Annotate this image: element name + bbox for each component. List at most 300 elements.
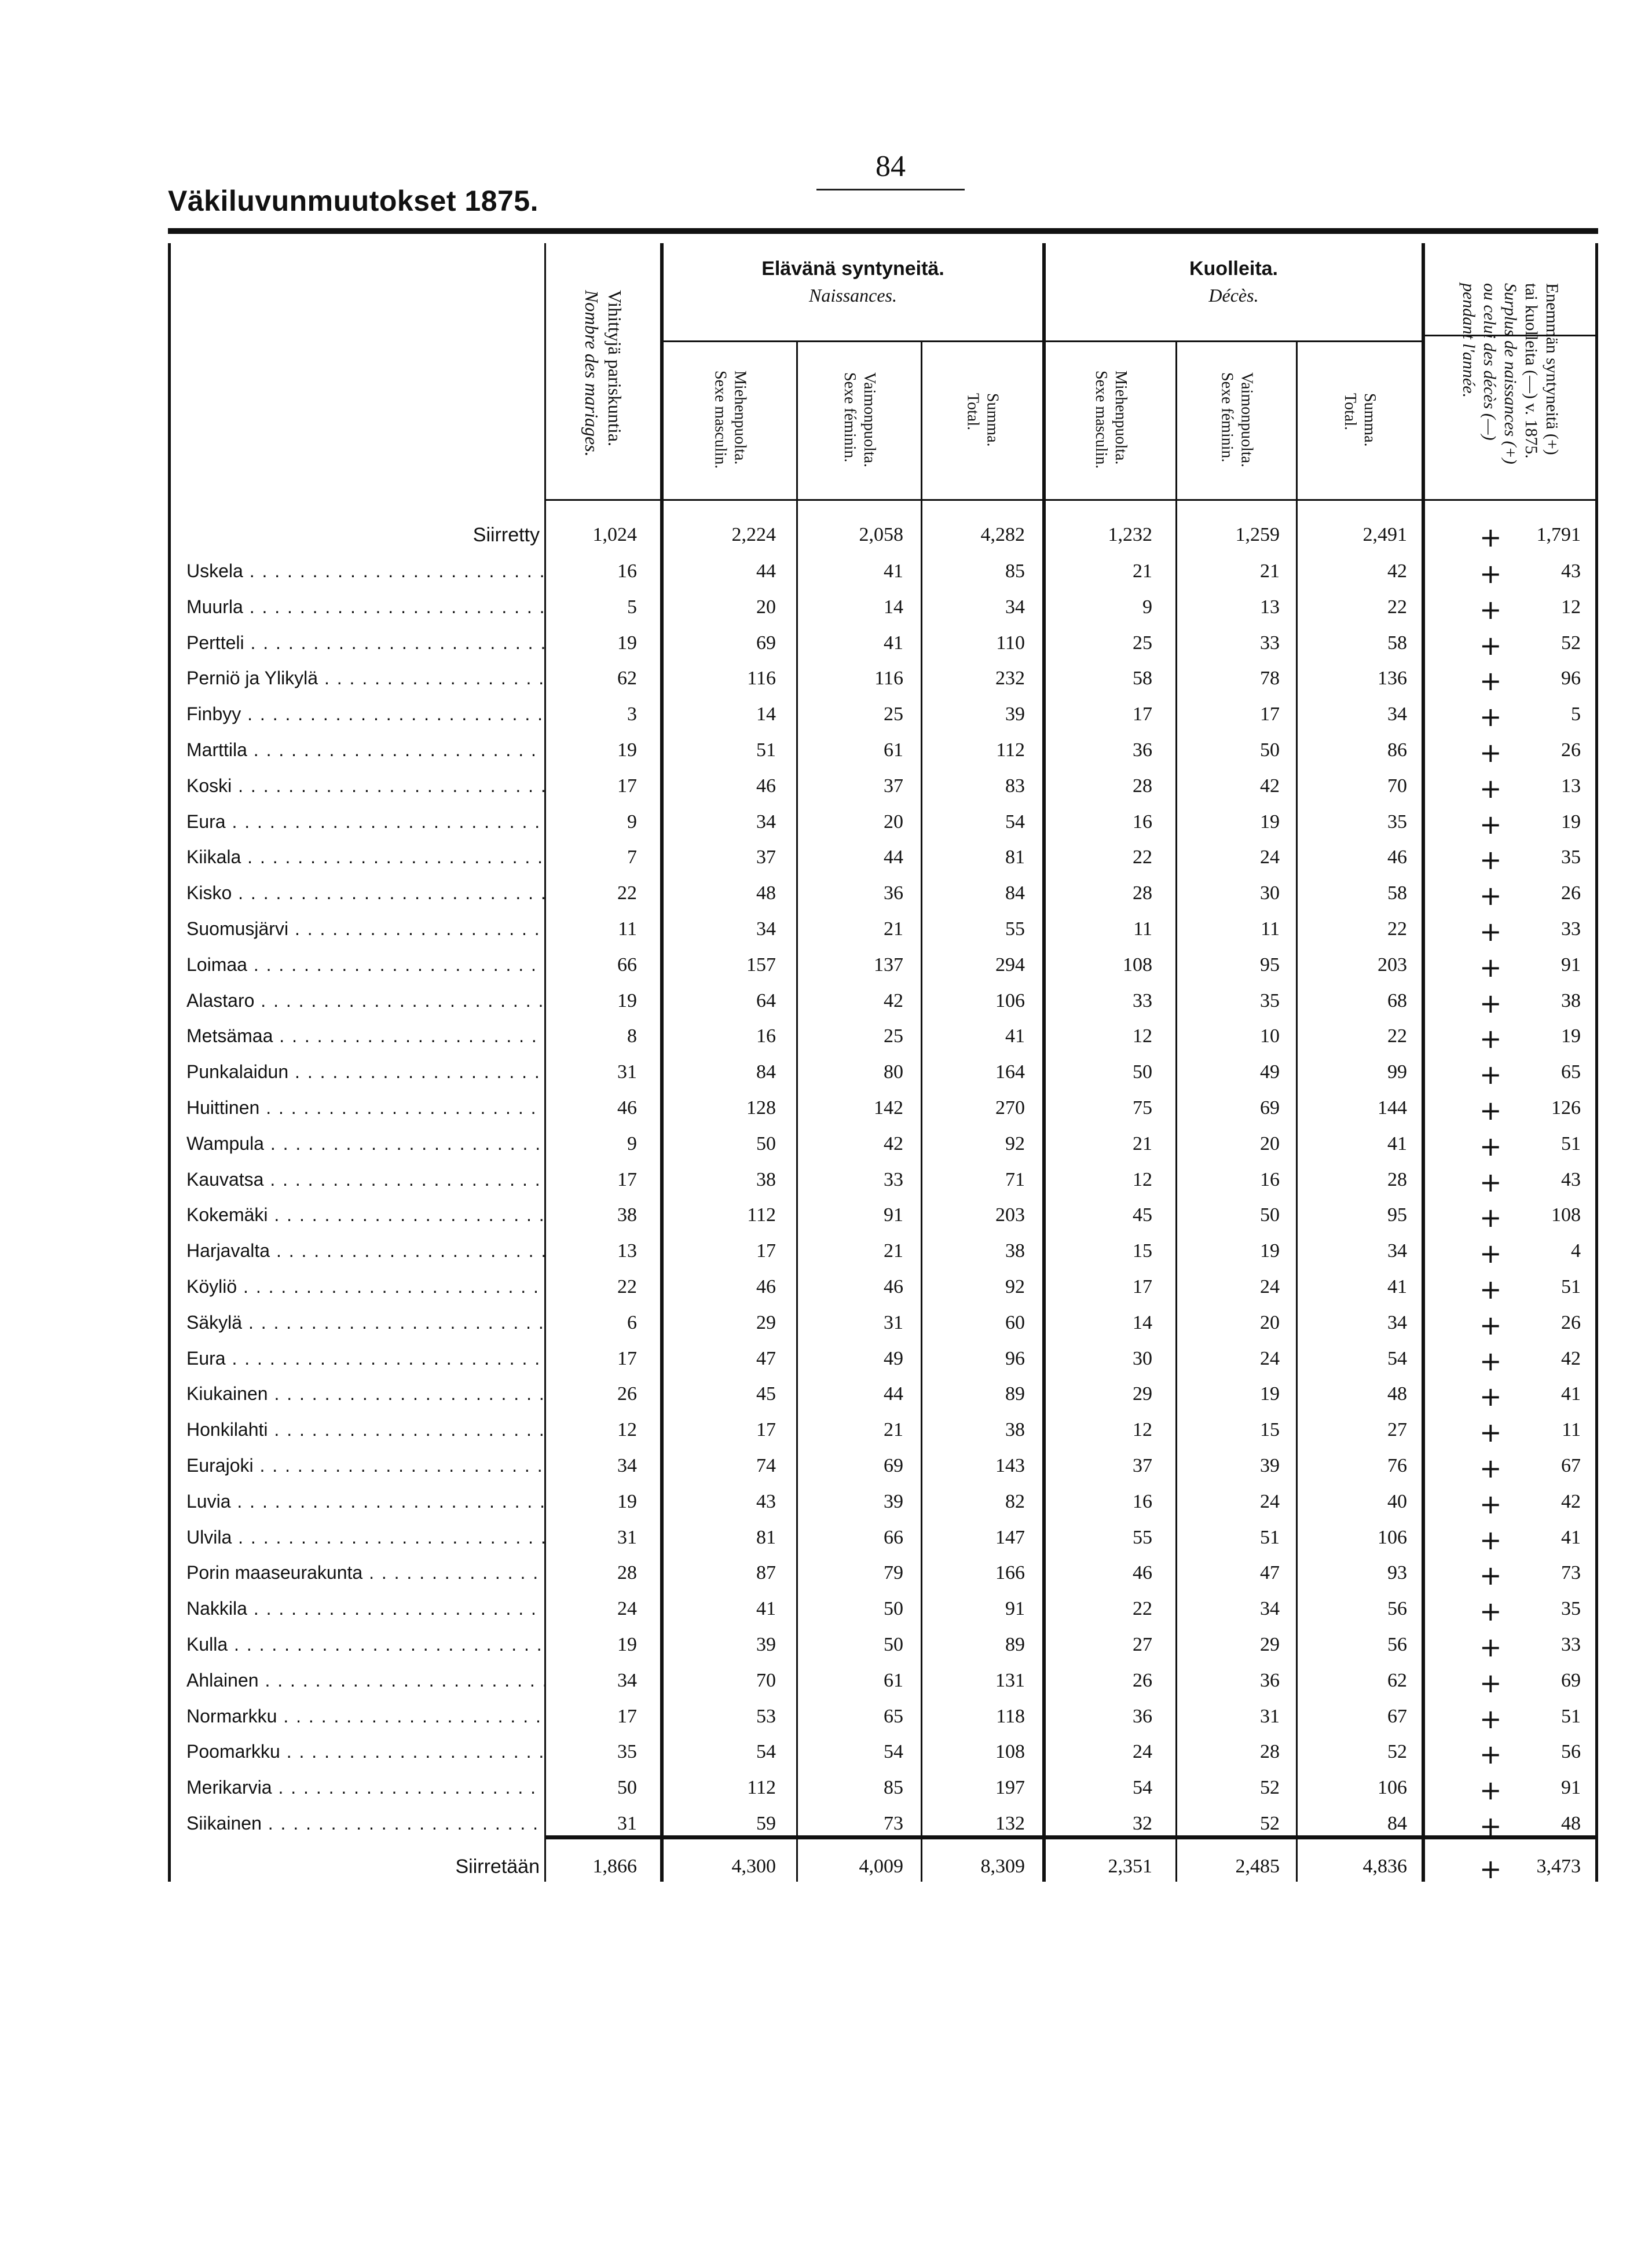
births-female-cell: 14 xyxy=(884,596,903,618)
surplus-cell: 126 xyxy=(1551,1097,1581,1119)
parish-name: Alastaro . . . xyxy=(186,990,545,1011)
births-total-cell: 232 xyxy=(995,668,1025,689)
page-number-rule xyxy=(816,189,965,190)
surplus-sign: + xyxy=(1479,1417,1502,1448)
deaths-male-cell: 55 xyxy=(1133,1527,1152,1548)
deaths-female-cell: 35 xyxy=(1260,990,1280,1011)
table-row xyxy=(0,1061,1652,1096)
header-deaths-male-fr: Sexe masculin. xyxy=(1092,371,1110,469)
births-female-cell: 80 xyxy=(884,1061,903,1083)
deaths-female-cell: 15 xyxy=(1260,1419,1280,1440)
deaths-total-cell: 76 xyxy=(1387,1455,1407,1476)
surplus-cell: 43 xyxy=(1561,560,1581,582)
surplus-cell: 69 xyxy=(1561,1670,1581,1691)
surplus-sign: + xyxy=(1479,809,1502,840)
deaths-male-cell: 25 xyxy=(1133,632,1152,654)
table-row xyxy=(0,665,1652,702)
surplus-sign: + xyxy=(1479,988,1502,1019)
surplus-sign: + xyxy=(1479,1346,1502,1377)
marriages-cell: 11 xyxy=(618,918,637,940)
deaths-female-cell: 13 xyxy=(1260,596,1280,618)
parish-name: Harjavalta . . . xyxy=(186,1240,545,1262)
marriages-cell: 66 xyxy=(617,954,637,976)
table-row xyxy=(0,1491,1652,1526)
marriages-cell: 13 xyxy=(617,1240,637,1262)
births-total-cell: 294 xyxy=(995,954,1025,976)
surplus-cell: 4 xyxy=(1571,1240,1581,1262)
surplus-cell: 42 xyxy=(1561,1491,1581,1512)
deaths-male-cell: 14 xyxy=(1133,1312,1152,1333)
table-row xyxy=(0,1097,1652,1132)
surplus-sign: + xyxy=(1479,1167,1502,1198)
header-surplus-fi2: tai kuolleita (—) v. 1875. xyxy=(1522,283,1541,459)
deaths-total-cell: 70 xyxy=(1387,775,1407,797)
header-births-female xyxy=(798,342,921,498)
parish-name: Loimaa . . . xyxy=(186,954,545,976)
surplus-sign: + xyxy=(1479,1274,1502,1305)
marriages-cell: 31 xyxy=(617,1061,637,1083)
deaths-female-cell: 19 xyxy=(1260,1383,1280,1405)
deaths-female-cell: 30 xyxy=(1260,882,1280,904)
deaths-total-cell: 48 xyxy=(1387,1383,1407,1405)
parish-name: Eurajoki . . . xyxy=(186,1455,545,1476)
deaths-male-cell: 22 xyxy=(1133,1598,1152,1619)
deaths-total-cell: 34 xyxy=(1387,703,1407,725)
births-total-cell: 82 xyxy=(1005,1491,1025,1512)
surplus-sign: + xyxy=(1479,1381,1502,1412)
births-total-cell: 197 xyxy=(995,1777,1025,1798)
deaths-total-cell: 41 xyxy=(1387,1276,1407,1297)
table-row xyxy=(0,882,1652,917)
births-total-cell: 55 xyxy=(1005,918,1025,940)
marriages-cell: 3 xyxy=(627,703,637,725)
table-row xyxy=(0,990,1652,1025)
births-total-cell: 54 xyxy=(1005,811,1025,833)
births-female-cell: 25 xyxy=(884,703,903,725)
table-row xyxy=(0,1598,1652,1633)
header-births-total xyxy=(922,342,1042,498)
births-female-cell: 137 xyxy=(874,954,903,976)
births-male-cell: 17 xyxy=(756,1240,776,1262)
surplus-sign: + xyxy=(1479,558,1502,589)
surplus-cell: 42 xyxy=(1561,1348,1581,1369)
births-female-cell: 31 xyxy=(884,1312,903,1333)
header-deaths-subtitle: Décès. xyxy=(1208,285,1259,306)
header-marriages-fr: Nombre des mariages. xyxy=(581,290,602,457)
deaths-male-cell: 58 xyxy=(1133,668,1152,689)
surplus-sign: + xyxy=(1479,880,1502,911)
births-female-cell: 65 xyxy=(884,1706,903,1727)
carried-label: Siirretty xyxy=(472,524,540,546)
table-top-rule xyxy=(168,228,1598,234)
births-male-cell: 59 xyxy=(756,1813,776,1834)
deaths-male-cell: 12 xyxy=(1133,1025,1152,1047)
births-female-cell: 66 xyxy=(884,1527,903,1548)
births-female-cell: 50 xyxy=(884,1598,903,1619)
parish-name: Finbyy . . . xyxy=(186,703,545,725)
header-births-group xyxy=(664,258,1042,306)
table-row xyxy=(0,1562,1652,1597)
surplus-cell: 38 xyxy=(1561,990,1581,1011)
header-births-total-fr: Total. xyxy=(964,393,982,430)
marriages-cell: 12 xyxy=(617,1419,637,1440)
births-total-cell: 89 xyxy=(1005,1634,1025,1655)
births-total-cell: 34 xyxy=(1005,596,1025,618)
births-male-cell: 50 xyxy=(756,1133,776,1154)
carried-deaths-female: 1,259 xyxy=(1235,524,1280,545)
deaths-male-cell: 36 xyxy=(1133,1706,1152,1727)
header-deaths-total xyxy=(1298,342,1422,498)
surplus-cell: 96 xyxy=(1561,668,1581,689)
deaths-male-cell: 16 xyxy=(1133,1491,1152,1512)
deaths-female-cell: 42 xyxy=(1260,775,1280,797)
marriages-cell: 19 xyxy=(617,990,637,1011)
table-row xyxy=(0,1312,1652,1347)
surplus-sign: + xyxy=(1479,916,1502,947)
births-female-cell: 85 xyxy=(884,1777,903,1798)
surplus-sign: + xyxy=(1479,1310,1502,1341)
deaths-female-cell: 24 xyxy=(1260,1491,1280,1512)
births-total-cell: 143 xyxy=(995,1455,1025,1476)
table-row xyxy=(0,846,1652,881)
births-female-cell: 21 xyxy=(884,1240,903,1262)
marriages-cell: 22 xyxy=(617,1276,637,1297)
header-bottom-rule xyxy=(544,499,1595,501)
header-births-male-fi: Miehenpuolta. xyxy=(731,371,749,465)
births-male-cell: 128 xyxy=(746,1097,776,1119)
deaths-total-cell: 42 xyxy=(1387,560,1407,582)
parish-name: Honkilahti . . . xyxy=(186,1419,545,1440)
births-total-cell: 108 xyxy=(995,1741,1025,1762)
parish-name: Kiikala . . . xyxy=(186,846,545,868)
marriages-cell: 7 xyxy=(627,846,637,868)
surplus-cell: 91 xyxy=(1561,1777,1581,1798)
parish-name: Wampula . . . xyxy=(186,1133,545,1154)
marriages-cell: 17 xyxy=(617,1348,637,1369)
births-total-cell: 131 xyxy=(995,1670,1025,1691)
table-row xyxy=(0,1667,1652,1705)
surplus-sign: + xyxy=(1479,1560,1502,1591)
births-total-cell: 38 xyxy=(1005,1419,1025,1440)
surplus-sign: + xyxy=(1479,1202,1502,1233)
deaths-total-cell: 56 xyxy=(1387,1598,1407,1619)
header-deaths-female xyxy=(1177,342,1296,498)
deaths-total-cell: 99 xyxy=(1387,1061,1407,1083)
deaths-male-cell: 24 xyxy=(1133,1741,1152,1762)
table-row xyxy=(0,632,1652,667)
deaths-total-cell: 22 xyxy=(1387,918,1407,940)
parish-name: Marttila . . . xyxy=(186,739,545,761)
births-female-cell: 142 xyxy=(874,1097,903,1119)
births-total-cell: 132 xyxy=(995,1813,1025,1834)
deaths-female-cell: 28 xyxy=(1260,1741,1280,1762)
surplus-sign: + xyxy=(1479,1238,1502,1269)
carried-births-total: 4,282 xyxy=(980,524,1025,545)
total-surplus: 3,473 xyxy=(1536,1856,1581,1877)
table-row xyxy=(0,954,1652,989)
parish-name: Kulla . . . xyxy=(186,1634,545,1655)
deaths-male-cell: 28 xyxy=(1133,775,1152,797)
marriages-cell: 5 xyxy=(627,596,637,618)
marriages-cell: 50 xyxy=(617,1777,637,1798)
births-male-cell: 37 xyxy=(756,846,776,868)
births-female-cell: 25 xyxy=(884,1025,903,1047)
births-total-cell: 71 xyxy=(1005,1169,1025,1190)
births-male-cell: 46 xyxy=(756,775,776,797)
surplus-sign: + xyxy=(1479,844,1502,875)
surplus-sign: + xyxy=(1479,630,1502,661)
surplus-sign: + xyxy=(1479,1667,1502,1699)
births-total-cell: 89 xyxy=(1005,1383,1025,1405)
surplus-sign: + xyxy=(1479,773,1502,804)
births-male-cell: 16 xyxy=(756,1025,776,1047)
births-male-cell: 112 xyxy=(747,1204,776,1226)
births-male-cell: 29 xyxy=(756,1312,776,1333)
deaths-total-cell: 67 xyxy=(1387,1706,1407,1727)
births-male-cell: 34 xyxy=(756,811,776,833)
surplus-sign: + xyxy=(1479,1596,1502,1627)
parish-name: Kokemäki . . . xyxy=(186,1204,545,1226)
table-row xyxy=(0,703,1652,738)
births-total-cell: 85 xyxy=(1005,560,1025,582)
births-female-cell: 41 xyxy=(884,632,903,654)
header-births-male-fr: Sexe masculin. xyxy=(711,371,730,469)
births-total-cell: 92 xyxy=(1005,1133,1025,1154)
marriages-cell: 22 xyxy=(617,882,637,904)
births-male-cell: 69 xyxy=(756,632,776,654)
table-row xyxy=(0,1169,1652,1204)
deaths-female-cell: 29 xyxy=(1260,1634,1280,1655)
births-female-cell: 91 xyxy=(884,1204,903,1226)
table-row xyxy=(0,1455,1652,1490)
header-births-title: Elävänä syntyneitä. xyxy=(761,258,944,280)
header-deaths-male-fi: Miehenpuolta. xyxy=(1112,371,1130,465)
parish-name: Huittinen . . . xyxy=(186,1097,545,1119)
deaths-male-cell: 16 xyxy=(1133,811,1152,833)
deaths-male-cell: 21 xyxy=(1133,560,1152,582)
header-deaths-female-fi: Vaimonpuolta. xyxy=(1237,372,1256,468)
births-male-cell: 39 xyxy=(756,1634,776,1655)
deaths-total-cell: 58 xyxy=(1387,882,1407,904)
marriages-cell: 26 xyxy=(617,1383,637,1405)
surplus-sign: + xyxy=(1479,1453,1502,1484)
births-total-cell: 41 xyxy=(1005,1025,1025,1047)
deaths-male-cell: 37 xyxy=(1133,1455,1152,1476)
births-female-cell: 20 xyxy=(884,811,903,833)
births-female-cell: 42 xyxy=(884,1133,903,1154)
deaths-total-cell: 46 xyxy=(1387,846,1407,868)
deaths-total-cell: 34 xyxy=(1387,1312,1407,1333)
deaths-total-cell: 86 xyxy=(1387,739,1407,761)
header-surplus-fr1: Surplus de naissances (+) xyxy=(1501,283,1520,464)
carried-surplus: 1,791 xyxy=(1536,524,1581,545)
table-row xyxy=(0,1025,1652,1060)
deaths-female-cell: 19 xyxy=(1260,1240,1280,1262)
deaths-male-cell: 21 xyxy=(1133,1133,1152,1154)
births-male-cell: 47 xyxy=(756,1348,776,1369)
surplus-cell: 65 xyxy=(1561,1061,1581,1083)
marriages-cell: 8 xyxy=(627,1025,637,1047)
marriages-cell: 6 xyxy=(627,1312,637,1333)
surplus-cell: 26 xyxy=(1561,739,1581,761)
surplus-cell: 41 xyxy=(1561,1383,1581,1405)
surplus-sign: + xyxy=(1479,1810,1502,1842)
surplus-cell: 51 xyxy=(1561,1276,1581,1297)
table-row xyxy=(0,1276,1652,1311)
births-total-cell: 81 xyxy=(1005,846,1025,868)
parish-name: Metsämaa . . . xyxy=(186,1025,545,1047)
table-row xyxy=(0,1240,1652,1275)
surplus-cell: 48 xyxy=(1561,1813,1581,1834)
surplus-cell: 41 xyxy=(1561,1527,1581,1548)
surplus-sign: + xyxy=(1479,665,1502,697)
deaths-total-cell: 22 xyxy=(1387,1025,1407,1047)
table-row xyxy=(0,1777,1652,1812)
total-births-total: 8,309 xyxy=(980,1856,1025,1877)
births-male-cell: 14 xyxy=(756,703,776,725)
marriages-cell: 34 xyxy=(617,1455,637,1476)
table-row xyxy=(0,739,1652,774)
births-total-cell: 84 xyxy=(1005,882,1025,904)
births-total-cell: 83 xyxy=(1005,775,1025,797)
surplus-cell: 11 xyxy=(1562,1419,1581,1440)
deaths-male-cell: 29 xyxy=(1133,1383,1152,1405)
carried-row xyxy=(0,524,1652,559)
deaths-total-cell: 58 xyxy=(1387,632,1407,654)
deaths-female-cell: 19 xyxy=(1260,811,1280,833)
deaths-total-cell: 93 xyxy=(1387,1562,1407,1583)
surplus-sign: + xyxy=(1479,1489,1502,1520)
surplus-cell: 56 xyxy=(1561,1741,1581,1762)
deaths-total-cell: 52 xyxy=(1387,1741,1407,1762)
header-births-male xyxy=(664,342,796,498)
table-row xyxy=(0,811,1652,846)
header-births-female-fi: Vaimonpuolta. xyxy=(860,372,878,468)
header-surplus-fr3: pendant l'année. xyxy=(1459,283,1478,398)
births-female-cell: 39 xyxy=(884,1491,903,1512)
surplus-cell: 67 xyxy=(1561,1455,1581,1476)
table-row xyxy=(0,1634,1652,1669)
parish-name: Säkylä . . . xyxy=(186,1312,545,1333)
births-female-cell: 61 xyxy=(884,739,903,761)
deaths-male-cell: 17 xyxy=(1133,1276,1152,1297)
deaths-male-cell: 22 xyxy=(1133,846,1152,868)
header-surplus xyxy=(1425,249,1595,498)
marriages-cell: 24 xyxy=(617,1598,637,1619)
surplus-cell: 108 xyxy=(1551,1204,1581,1226)
table-row xyxy=(0,560,1652,595)
deaths-female-cell: 20 xyxy=(1260,1133,1280,1154)
births-male-cell: 116 xyxy=(747,668,776,689)
surplus-cell: 51 xyxy=(1561,1133,1581,1154)
births-male-cell: 70 xyxy=(756,1670,776,1691)
surplus-cell: 73 xyxy=(1561,1562,1581,1583)
surplus-cell: 26 xyxy=(1561,882,1581,904)
births-total-cell: 39 xyxy=(1005,703,1025,725)
total-deaths-female: 2,485 xyxy=(1235,1856,1280,1877)
births-male-cell: 44 xyxy=(756,560,776,582)
births-female-cell: 73 xyxy=(884,1813,903,1834)
surplus-cell: 13 xyxy=(1561,775,1581,797)
deaths-female-cell: 20 xyxy=(1260,1312,1280,1333)
header-marriages-fi: Vihittyjä pariskuntia. xyxy=(605,290,625,447)
total-deaths-male: 2,351 xyxy=(1108,1856,1152,1877)
surplus-sign: + xyxy=(1479,737,1502,768)
births-total-cell: 92 xyxy=(1005,1276,1025,1297)
births-total-cell: 118 xyxy=(996,1706,1025,1727)
deaths-male-cell: 54 xyxy=(1133,1777,1152,1798)
parish-name: Köyliö . . . xyxy=(186,1276,545,1297)
parish-name: Pertteli . . . xyxy=(186,632,545,654)
deaths-total-cell: 27 xyxy=(1387,1419,1407,1440)
deaths-female-cell: 36 xyxy=(1260,1670,1280,1691)
total-marriages: 1,866 xyxy=(592,1856,637,1877)
table-row xyxy=(0,1524,1652,1561)
deaths-male-cell: 12 xyxy=(1133,1169,1152,1190)
header-deaths-male xyxy=(1046,342,1175,498)
births-male-cell: 38 xyxy=(756,1169,776,1190)
header-deaths-total-fi: Summa. xyxy=(1361,393,1379,447)
births-total-cell: 203 xyxy=(995,1204,1025,1226)
parish-name: Normarkku . . . xyxy=(186,1706,545,1727)
surplus-cell: 19 xyxy=(1561,1025,1581,1047)
marriages-cell: 62 xyxy=(617,668,637,689)
births-male-cell: 81 xyxy=(756,1527,776,1548)
table-row xyxy=(0,1419,1652,1454)
surplus-sign: + xyxy=(1479,594,1502,625)
deaths-female-cell: 24 xyxy=(1260,1348,1280,1369)
surplus-sign: + xyxy=(1479,1739,1502,1770)
header-marriages xyxy=(547,249,660,498)
deaths-total-cell: 56 xyxy=(1387,1634,1407,1655)
births-total-cell: 91 xyxy=(1005,1598,1025,1619)
parish-name: Muurla . . . xyxy=(186,596,545,618)
marriages-cell: 31 xyxy=(617,1813,637,1834)
surplus-cell: 35 xyxy=(1561,1598,1581,1619)
total-sign: + xyxy=(1479,1853,1502,1885)
deaths-total-cell: 41 xyxy=(1387,1133,1407,1154)
table-row xyxy=(0,1383,1652,1418)
parish-name: Ulvila . . . xyxy=(186,1527,545,1548)
header-births-subtitle: Naissances. xyxy=(809,285,897,306)
parish-name: Kauvatsa . . . xyxy=(186,1169,545,1190)
births-female-cell: 50 xyxy=(884,1634,903,1655)
deaths-male-cell: 17 xyxy=(1133,703,1152,725)
marriages-cell: 19 xyxy=(617,1491,637,1512)
deaths-female-cell: 11 xyxy=(1261,918,1280,940)
deaths-female-cell: 24 xyxy=(1260,1276,1280,1297)
deaths-male-cell: 50 xyxy=(1133,1061,1152,1083)
births-male-cell: 46 xyxy=(756,1276,776,1297)
parish-name: Koski . . . xyxy=(186,775,545,797)
births-total-cell: 96 xyxy=(1005,1348,1025,1369)
marriages-cell: 17 xyxy=(617,1169,637,1190)
deaths-male-cell: 32 xyxy=(1133,1813,1152,1834)
surplus-cell: 12 xyxy=(1561,596,1581,618)
parish-name: Eura . . . xyxy=(186,1348,545,1369)
births-female-cell: 37 xyxy=(884,775,903,797)
table-row xyxy=(0,1204,1652,1239)
births-male-cell: 17 xyxy=(756,1419,776,1440)
deaths-female-cell: 50 xyxy=(1260,739,1280,761)
deaths-male-cell: 28 xyxy=(1133,882,1152,904)
deaths-male-cell: 75 xyxy=(1133,1097,1152,1119)
deaths-male-cell: 26 xyxy=(1133,1670,1152,1691)
surplus-cell: 5 xyxy=(1571,703,1581,725)
births-male-cell: 34 xyxy=(756,918,776,940)
deaths-female-cell: 24 xyxy=(1260,846,1280,868)
births-male-cell: 43 xyxy=(756,1491,776,1512)
